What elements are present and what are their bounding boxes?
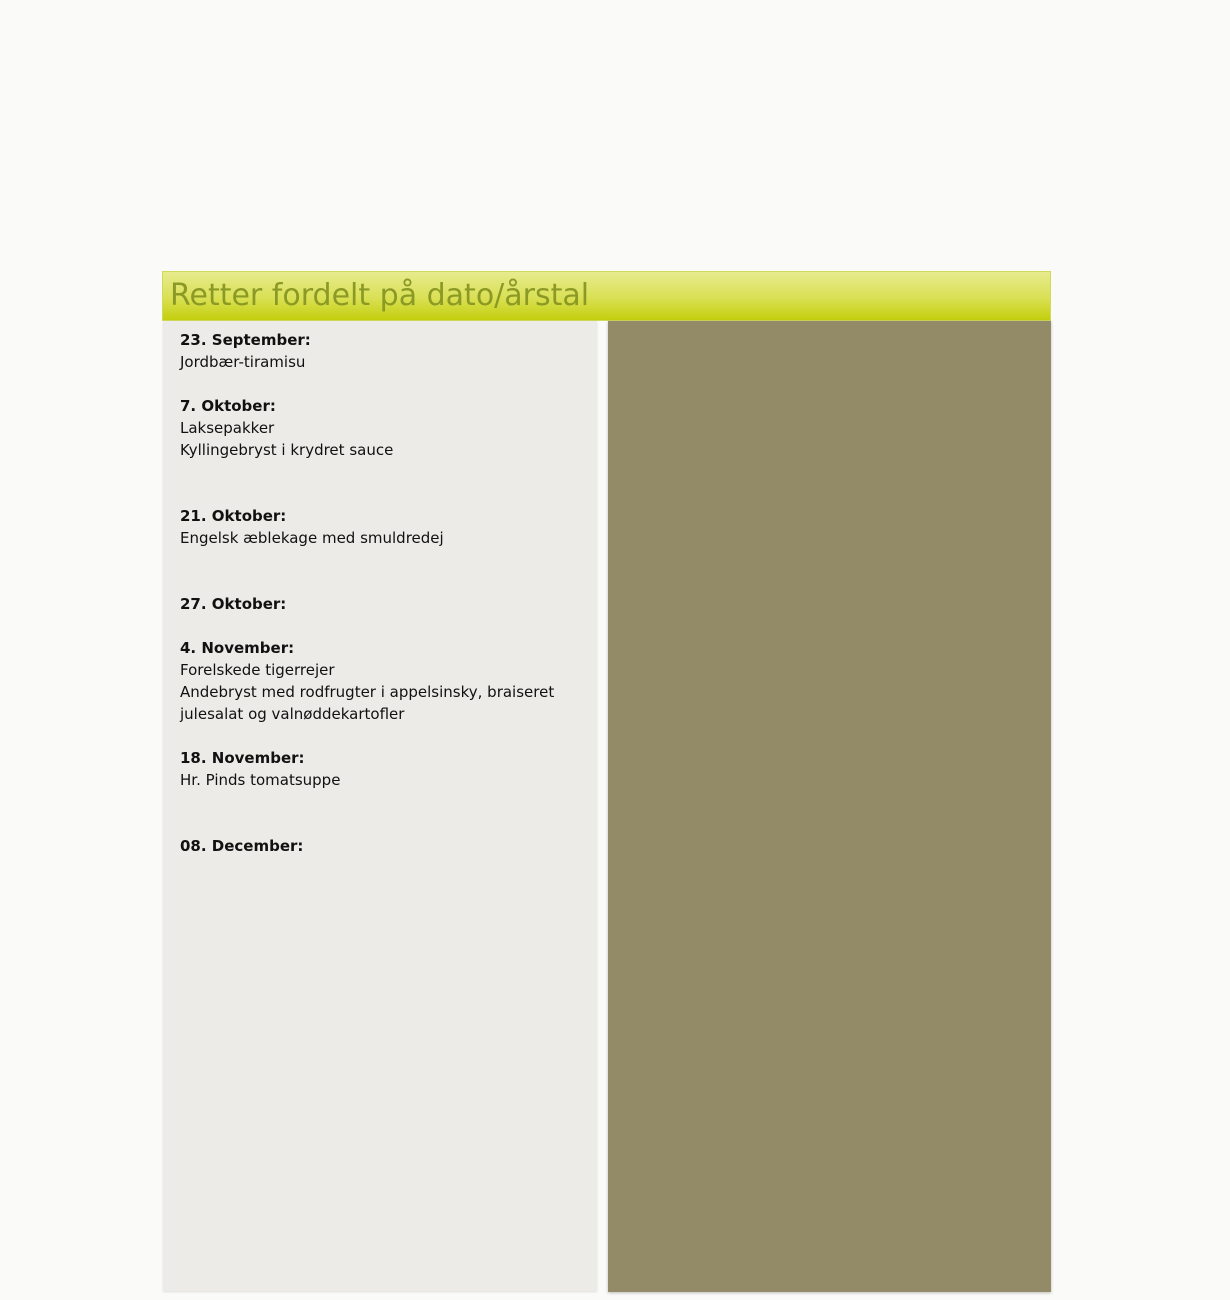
image-placeholder-panel: [608, 321, 1051, 1292]
date-entry: [180, 747, 580, 791]
date-entry: [180, 395, 580, 461]
entry-dish: Laksepakker: [180, 419, 275, 437]
date-entry: [180, 505, 580, 549]
recipe-date-list-panel: [163, 321, 597, 1291]
page-header: [162, 271, 1051, 321]
entry-dish: Forelskede tigerrejer: [180, 661, 335, 679]
recipe-date-list: [180, 329, 580, 857]
entry-dish: Hr. Pinds tomatsuppe: [180, 771, 341, 789]
entry-date: 18. November:: [180, 749, 305, 767]
entry-date: 7. Oktober:: [180, 397, 276, 415]
entry-date: 08. December:: [180, 837, 304, 855]
entry-date: 21. Oktober:: [180, 507, 287, 525]
date-entry: [180, 593, 580, 615]
entry-date: 4. November:: [180, 639, 295, 657]
date-entry: [180, 329, 580, 373]
entry-dish: Jordbær-tiramisu: [180, 353, 306, 371]
entry-dish: Andebryst med rodfrugter i appelsinsky, braiseret julesalat og valnøddekartofler: [180, 683, 555, 723]
entry-date: 27. Oktober:: [180, 595, 287, 613]
entry-date: 23. September:: [180, 331, 311, 349]
date-entry: [180, 637, 580, 725]
entry-dish: Engelsk æblekage med smuldredej: [180, 529, 444, 547]
date-entry: [180, 835, 580, 857]
page-title: Retter fordelt på dato/årstal: [170, 278, 590, 313]
entry-dish: Kyllingebryst i krydret sauce: [180, 441, 394, 459]
